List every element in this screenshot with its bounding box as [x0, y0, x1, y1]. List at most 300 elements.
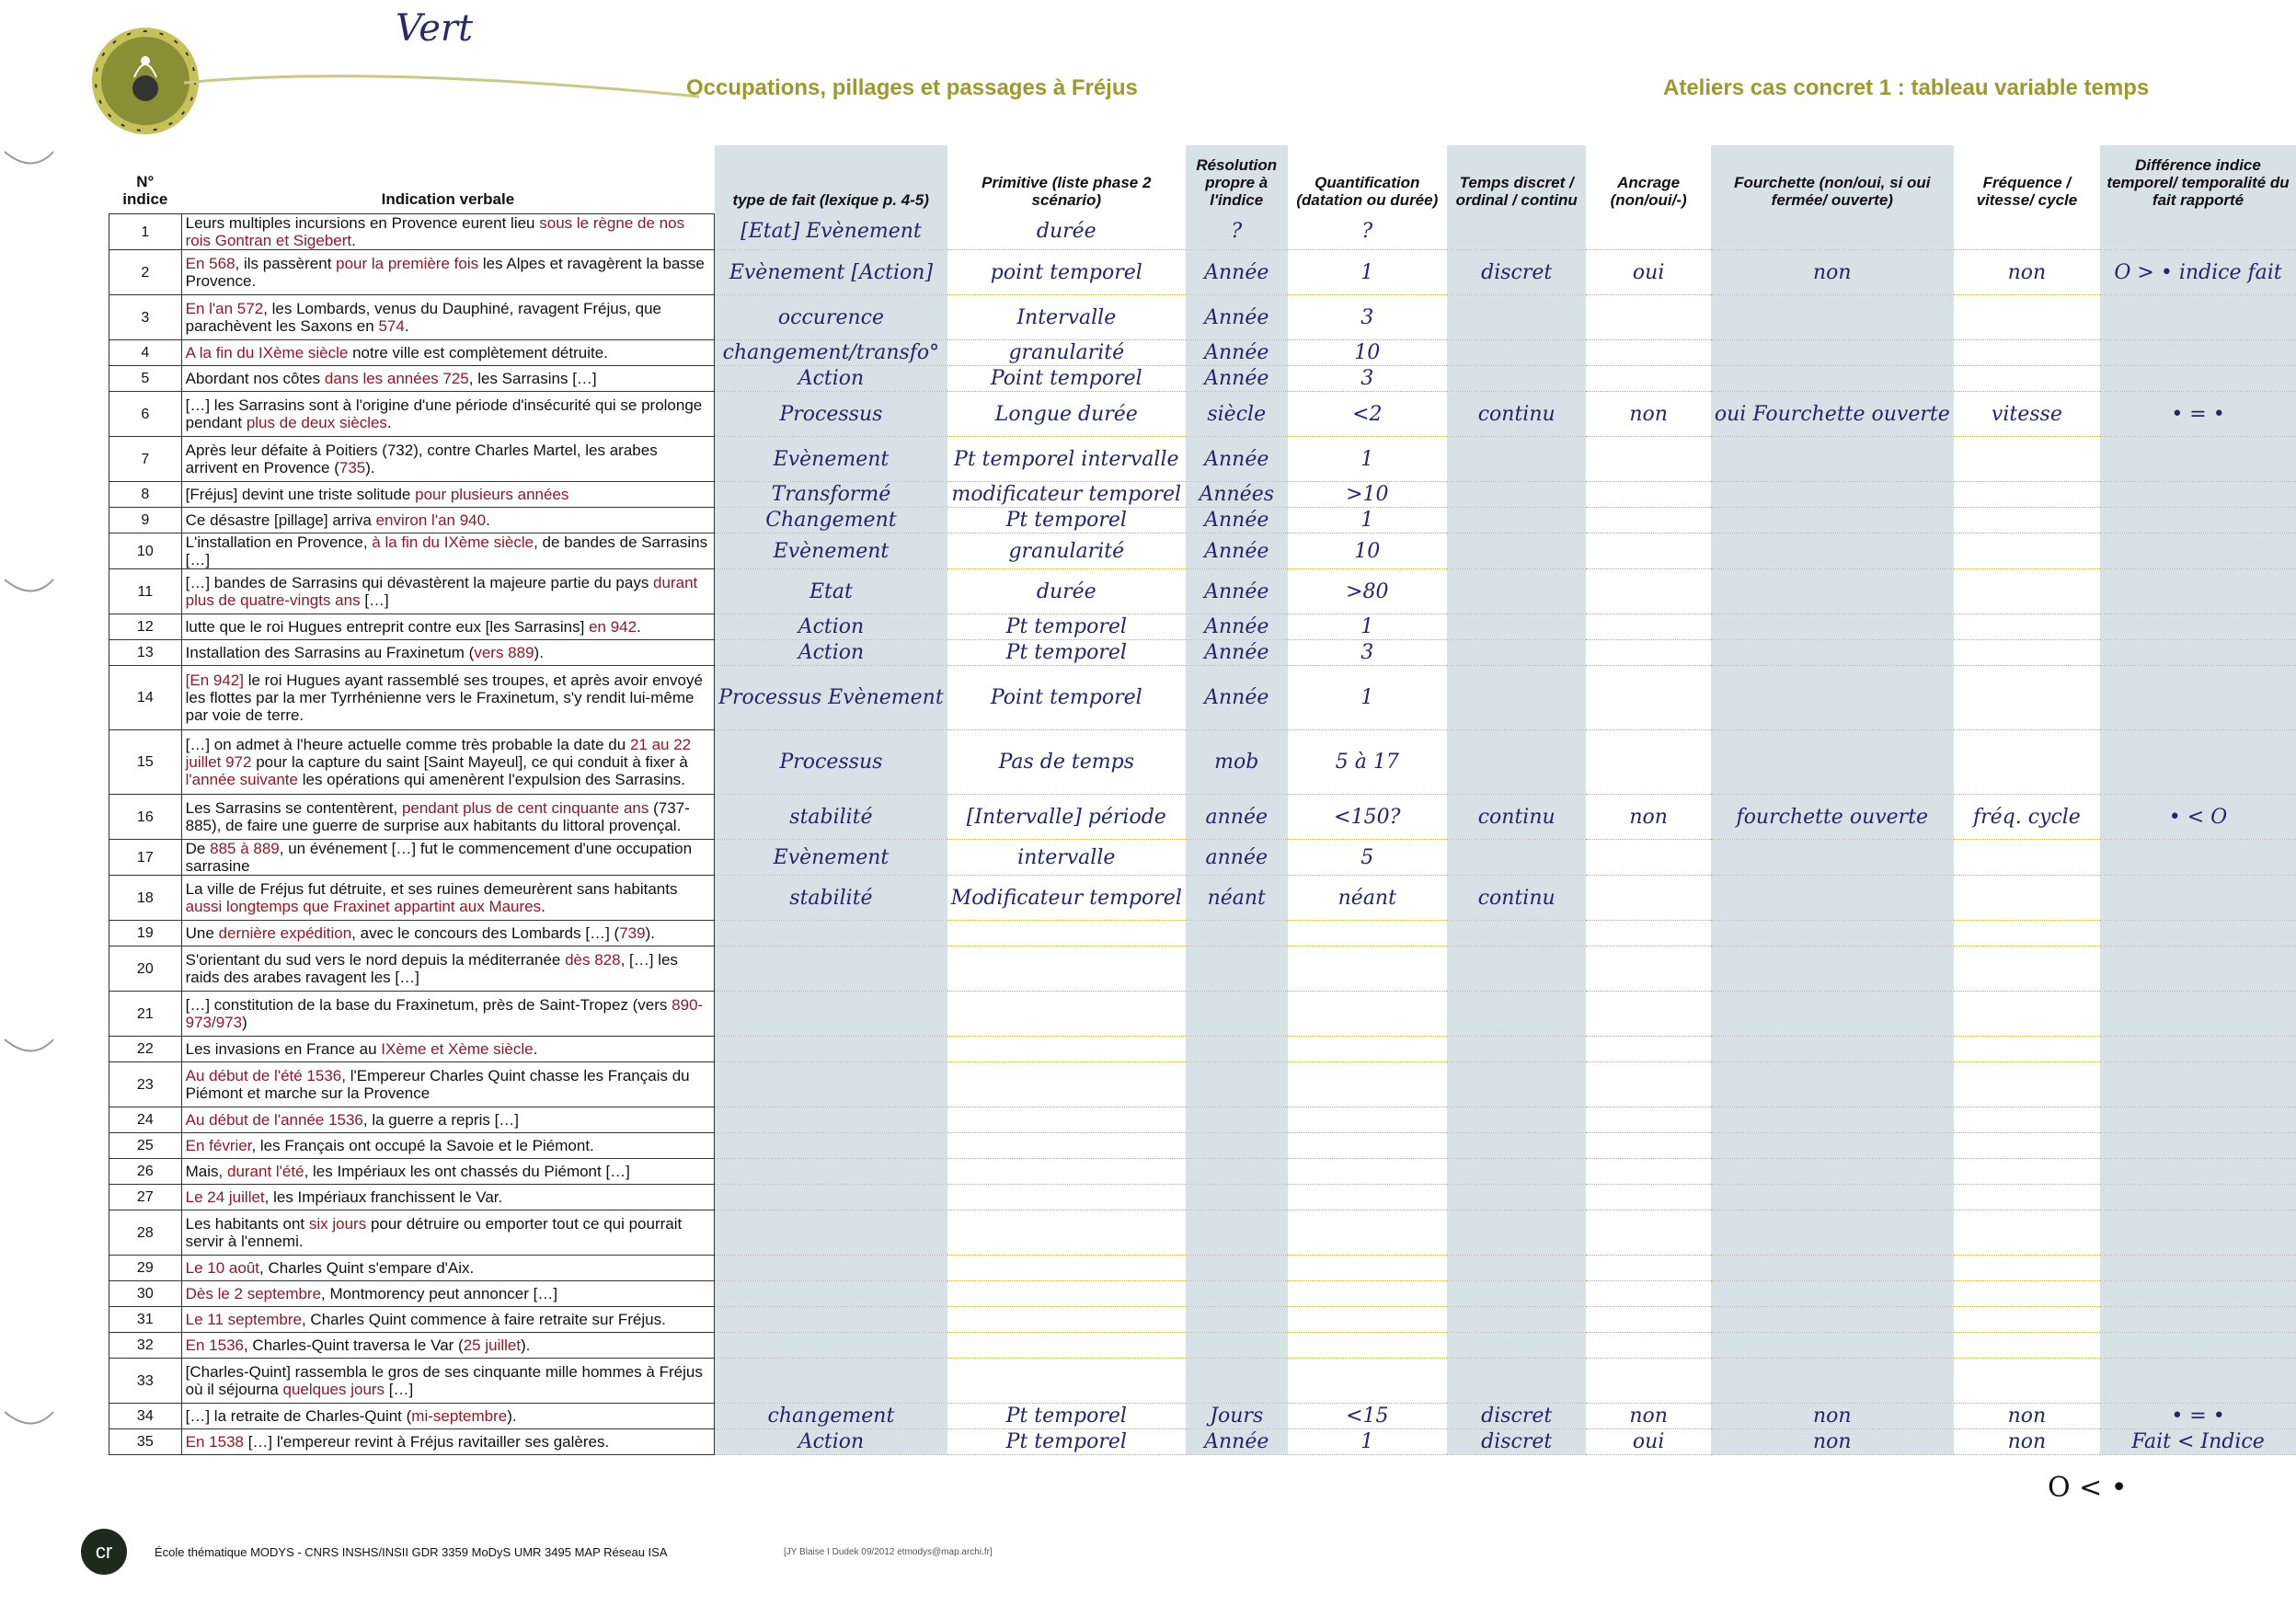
handwritten-answer	[1186, 1159, 1288, 1185]
text-segment: [Charles-Quint] rassembla le gros de ses cinquante mille hommes à Fréjus où il séjourna	[185, 1363, 703, 1398]
handwritten-answer: Année	[1186, 533, 1288, 569]
handwritten-answer: Point temporel	[947, 666, 1186, 730]
handwritten-answer	[1186, 946, 1288, 992]
handwritten-answer	[1711, 1210, 1954, 1256]
handwritten-answer	[1586, 1037, 1710, 1062]
text-segment: , ils passèrent	[235, 255, 337, 272]
temporal-expression: dès 828	[565, 951, 621, 969]
handwritten-answer	[1447, 921, 1586, 946]
handwritten-answer	[1186, 1333, 1288, 1359]
row-number: 1	[109, 214, 182, 250]
verbal-indication	[181, 1133, 715, 1159]
handwritten-answer	[2100, 1159, 2296, 1185]
row-number: 9	[109, 508, 182, 533]
handwritten-answer	[1711, 340, 1954, 366]
handwritten-answer: non	[1954, 1429, 2100, 1455]
handwritten-answer	[1288, 1062, 1447, 1107]
handwritten-answer	[1447, 992, 1586, 1037]
temporal-expression: plus de deux siècles	[246, 414, 387, 431]
verbal-indication	[181, 1185, 715, 1210]
handwritten-answer: oui Fourchette ouverte	[1711, 392, 1954, 437]
table-row	[109, 640, 2296, 666]
temporal-expression: Le 24 juillet	[185, 1188, 265, 1206]
handwritten-answer: Transformé	[715, 482, 947, 508]
handwritten-answer	[947, 1107, 1186, 1133]
handwritten-answer	[947, 1256, 1186, 1281]
handwritten-answer	[1954, 533, 2100, 569]
handwritten-answer	[1447, 366, 1586, 392]
text-segment: Les habitants ont	[185, 1215, 309, 1233]
text-segment: les opérations qui amenèrent l'expulsion des Sarrasins.	[297, 771, 685, 788]
handwritten-answer: changement	[715, 1404, 947, 1429]
handwritten-answer: discret	[1447, 1404, 1586, 1429]
verbal-indication	[181, 366, 715, 392]
handwritten-answer	[2100, 840, 2296, 876]
handwritten-answer	[1447, 1256, 1586, 1281]
handwritten-answer	[1954, 730, 2100, 795]
handwritten-answer: Processus	[715, 730, 947, 795]
handwritten-answer	[1711, 437, 1954, 482]
handwritten-answer	[1586, 1256, 1710, 1281]
handwritten-answer	[1186, 1210, 1288, 1256]
col-header: N° indice	[122, 173, 168, 208]
col-header: Fréquence / vitesse/ cycle	[1976, 173, 2078, 209]
handwritten-answer	[2100, 1210, 2296, 1256]
handwritten-answer	[1447, 1133, 1586, 1159]
handwritten-answer: Pt temporel	[947, 640, 1186, 666]
handwritten-answer: stabilité	[715, 795, 947, 840]
handwritten-answer	[2100, 1256, 2296, 1281]
text-segment: […] on admet à l'heure actuelle comme très probable la date du	[185, 736, 630, 753]
handwritten-answer: occurence	[715, 295, 947, 340]
text-segment: S'orientant du sud vers le nord depuis la méditerranée	[185, 951, 566, 969]
handwritten-answer	[1711, 569, 1954, 614]
text-segment: Mais,	[185, 1163, 227, 1180]
temporal-expression: 885 à 889	[210, 840, 280, 857]
handwritten-answer	[1186, 1256, 1288, 1281]
handwritten-answer	[1586, 1210, 1710, 1256]
handwritten-answer	[1288, 1210, 1447, 1256]
handwritten-answer	[715, 992, 947, 1037]
text-segment: Après leur défaite à Poitiers (732), contre Charles Martel, les arabes arrivent en Provence (	[185, 442, 658, 476]
handwritten-answer: 5	[1288, 840, 1447, 876]
table-row	[109, 1359, 2296, 1404]
handwritten-answer	[1447, 508, 1586, 533]
text-segment: , les Français ont occupé la Savoie et le Piémont.	[251, 1137, 594, 1154]
handwritten-answer: non	[1711, 1404, 1954, 1429]
handwritten-answer	[2100, 946, 2296, 992]
verbal-indication	[181, 1429, 715, 1455]
handwritten-answer: changement/transfo°	[715, 340, 947, 366]
handwritten-answer: mob	[1186, 730, 1288, 795]
temporal-expression: durant l'été	[226, 1163, 304, 1180]
temporal-expression: en 942	[589, 618, 637, 636]
row-number: 7	[109, 437, 182, 482]
handwritten-answer	[1954, 508, 2100, 533]
handwritten-answer	[2100, 1107, 2296, 1133]
handwritten-answer	[1447, 214, 1586, 250]
handwritten-answer	[2100, 1062, 2296, 1107]
handwritten-answer: discret	[1447, 1429, 1586, 1455]
handwritten-answer	[1288, 1133, 1447, 1159]
text-segment: ).	[645, 924, 655, 942]
verbal-indication	[181, 482, 715, 508]
text-segment: .	[351, 232, 356, 249]
handwritten-answer: Année	[1186, 340, 1288, 366]
handwritten-answer	[1447, 482, 1586, 508]
row-number: 29	[109, 1256, 182, 1281]
handwritten-answer	[947, 1133, 1186, 1159]
handwritten-answer	[1586, 533, 1710, 569]
row-number: 19	[109, 921, 182, 946]
handwritten-answer	[1586, 340, 1710, 366]
table-row	[109, 1185, 2296, 1210]
table-row	[109, 1307, 2296, 1333]
table-row	[109, 1107, 2296, 1133]
handwritten-answer	[1711, 946, 1954, 992]
handwritten-answer: Fait < Indice	[2100, 1429, 2296, 1455]
handwritten-answer: année	[1186, 795, 1288, 840]
handwritten-answer: [Intervalle] période	[947, 795, 1186, 840]
temporal-expression: dernière expédition	[218, 924, 352, 942]
temporal-expression: A la fin du IXème siècle	[185, 344, 349, 361]
handwritten-answer	[1186, 1107, 1288, 1133]
handwritten-answer	[2100, 508, 2296, 533]
temporal-expression: En 1536	[185, 1336, 244, 1354]
handwritten-answer: <15	[1288, 1404, 1447, 1429]
handwritten-answer	[2100, 1133, 2296, 1159]
handwritten-answer	[1954, 214, 2100, 250]
title-right: Ateliers cas concret 1 : tableau variable temps	[1663, 75, 2150, 100]
handwritten-answer	[1954, 640, 2100, 666]
handwritten-answer	[1288, 1107, 1447, 1133]
handwritten-answer: Année	[1186, 508, 1288, 533]
handwritten-answer	[1447, 1107, 1586, 1133]
col-header: Différence indice temporel/ temporalité du fait rapporté	[2100, 145, 2296, 214]
handwritten-answer: Pt temporel intervalle	[947, 437, 1186, 482]
handwritten-answer	[1711, 482, 1954, 508]
handwritten-answer	[1447, 614, 1586, 640]
handwritten-answer: >10	[1288, 482, 1447, 508]
handwritten-answer	[947, 992, 1186, 1037]
handwritten-answer	[947, 1185, 1186, 1210]
table-row	[109, 533, 2296, 569]
row-number: 3	[109, 295, 182, 340]
handwritten-answer	[2100, 614, 2296, 640]
row-number: 27	[109, 1185, 182, 1210]
handwritten-answer	[715, 1062, 947, 1107]
table-row	[109, 340, 2296, 366]
col-header: Quantification (datation ou durée)	[1296, 173, 1439, 209]
row-number: 5	[109, 366, 182, 392]
text-segment: ).	[507, 1407, 517, 1425]
handwritten-answer: <150?	[1288, 795, 1447, 840]
handwritten-answer	[1447, 340, 1586, 366]
text-segment: notre ville est complètement détruite.	[348, 344, 608, 361]
text-segment: , un événement […] fut le commencement d'une occupation sarrasine	[185, 840, 693, 875]
handwritten-answer	[1288, 1256, 1447, 1281]
text-segment: […]	[360, 591, 389, 609]
row-number: 18	[109, 876, 182, 921]
row-number: 22	[109, 1037, 182, 1062]
row-number: 11	[109, 569, 182, 614]
handwritten-answer	[715, 946, 947, 992]
table-row	[109, 1404, 2296, 1429]
text-segment: ).	[534, 644, 544, 661]
handwritten-answer	[715, 1037, 947, 1062]
handwritten-answer	[1711, 1359, 1954, 1404]
handwritten-answer	[1447, 840, 1586, 876]
handwritten-answer	[947, 1159, 1186, 1185]
temporal-expression: pour plusieurs années	[415, 486, 569, 503]
handwritten-answer: O > • indice fait	[2100, 250, 2296, 295]
handwritten-answer: Intervalle	[947, 295, 1186, 340]
handwritten-answer: 3	[1288, 366, 1447, 392]
header-row	[109, 145, 2296, 214]
handwritten-answer	[2100, 569, 2296, 614]
table-row	[109, 666, 2296, 730]
handwritten-answer: granularité	[947, 533, 1186, 569]
table-row	[109, 482, 2296, 508]
handwritten-answer	[1447, 533, 1586, 569]
handwritten-answer: Action	[715, 1429, 947, 1455]
verbal-indication	[181, 1107, 715, 1133]
handwritten-answer	[1711, 1062, 1954, 1107]
table-row	[109, 1281, 2296, 1307]
handwritten-answer: oui	[1586, 1429, 1710, 1455]
handwritten-answer: Année	[1186, 295, 1288, 340]
temporal-expression: Dès le 2 septembre	[185, 1285, 322, 1302]
verbal-indication	[181, 508, 715, 533]
handwritten-answer	[1586, 946, 1710, 992]
text-segment: […]	[385, 1381, 414, 1398]
table-row	[109, 214, 2296, 250]
handwritten-answer: Processus	[715, 392, 947, 437]
handwritten-answer	[2100, 295, 2296, 340]
handwritten-answer	[947, 1210, 1186, 1256]
table-row	[109, 730, 2296, 795]
handwritten-answer	[1711, 1159, 1954, 1185]
handwritten-answer	[1711, 533, 1954, 569]
handwritten-answer	[947, 921, 1186, 946]
table-body	[109, 214, 2296, 1455]
table-row	[109, 508, 2296, 533]
verbal-indication	[181, 614, 715, 640]
handwritten-answer: <2	[1288, 392, 1447, 437]
verbal-indication	[181, 840, 715, 876]
row-number: 34	[109, 1404, 182, 1429]
table-row	[109, 795, 2296, 840]
handwritten-answer	[715, 921, 947, 946]
handwritten-answer	[1288, 1333, 1447, 1359]
row-number: 24	[109, 1107, 182, 1133]
temporal-expression: environ l'an 940	[375, 511, 487, 529]
verbal-indication	[181, 214, 715, 250]
handwritten-answer	[2100, 666, 2296, 730]
temporal-expression: mi-septembre	[411, 1407, 508, 1425]
text-segment: , les Impériaux les ont chassés du Piémont […]	[304, 1163, 630, 1180]
handwritten-answer	[947, 1333, 1186, 1359]
handwritten-answer	[2100, 1333, 2296, 1359]
table-row	[109, 1429, 2296, 1455]
text-segment: Une	[185, 924, 219, 942]
text-segment: ).	[521, 1336, 531, 1354]
handwritten-answer: ?	[1288, 214, 1447, 250]
handwritten-answer	[1586, 1107, 1710, 1133]
handwritten-answer	[1186, 1359, 1288, 1404]
handwritten-answer: siècle	[1186, 392, 1288, 437]
handwritten-answer	[1186, 1133, 1288, 1159]
handwritten-answer: Année	[1186, 1429, 1288, 1455]
handwritten-answer	[1711, 366, 1954, 392]
handwritten-answer: modificateur temporel	[947, 482, 1186, 508]
table-row	[109, 1037, 2296, 1062]
temporal-expression: dans les années 725	[324, 370, 469, 387]
verbal-indication	[181, 340, 715, 366]
verbal-indication	[181, 1037, 715, 1062]
table-row	[109, 921, 2296, 946]
handwritten-answer	[1586, 614, 1710, 640]
footer-school: École thématique MODYS - CNRS INSHS/INSII GDR 3359 MoDyS UMR 3495 MAP Réseau ISA	[155, 1545, 668, 1559]
temporal-expression: vers 889	[474, 644, 534, 661]
temporal-expression: quelques jours	[282, 1381, 385, 1398]
row-number: 30	[109, 1281, 182, 1307]
handwritten-answer	[1954, 1359, 2100, 1404]
handwritten-answer: non	[1954, 1404, 2100, 1429]
text-segment: […] constitution de la base du Fraxinetum, près de Saint-Tropez (vers	[185, 996, 672, 1014]
verbal-indication	[181, 1256, 715, 1281]
handwritten-answer: continu	[1447, 392, 1586, 437]
table-row	[109, 437, 2296, 482]
temporal-expression: Le 10 août	[185, 1259, 259, 1277]
handwritten-answer	[1954, 946, 2100, 992]
handwritten-answer: néant	[1186, 876, 1288, 921]
text-segment: .	[404, 317, 409, 335]
handwritten-answer	[1447, 666, 1586, 730]
handwritten-answer: • = •	[2100, 1404, 2296, 1429]
table-row	[109, 946, 2296, 992]
handwritten-answer	[1288, 1185, 1447, 1210]
text-segment: La ville de Fréjus fut détruite, et ses ruines demeurèrent sans habitants	[185, 880, 678, 898]
handwritten-answer	[1954, 1159, 2100, 1185]
handwritten-answer	[1586, 1359, 1710, 1404]
handwritten-answer	[1711, 1307, 1954, 1333]
handwritten-answer	[1447, 1062, 1586, 1107]
scribble-note: Vert	[396, 7, 474, 50]
table-row	[109, 392, 2296, 437]
verbal-indication	[181, 1359, 715, 1404]
temporal-expression: pendant plus de cent cinquante ans	[401, 799, 649, 817]
handwritten-answer: Pas de temps	[947, 730, 1186, 795]
handwritten-answer	[1186, 921, 1288, 946]
handwritten-answer	[2100, 482, 2296, 508]
handwritten-answer	[2100, 992, 2296, 1037]
handwritten-answer: Année	[1186, 569, 1288, 614]
text-segment: , […] les raids des arabes ravagent les […]	[185, 951, 678, 986]
handwritten-answer	[715, 1133, 947, 1159]
text-segment: Abordant nos côtes	[185, 370, 325, 387]
handwritten-answer: 1	[1288, 508, 1447, 533]
handwritten-answer	[1586, 992, 1710, 1037]
handwritten-answer	[1586, 214, 1710, 250]
handwritten-answer	[2100, 437, 2296, 482]
handwritten-answer	[2100, 340, 2296, 366]
handwritten-answer	[1447, 1333, 1586, 1359]
handwritten-answer	[715, 1185, 947, 1210]
handwritten-answer	[1586, 482, 1710, 508]
row-number: 25	[109, 1133, 182, 1159]
handwritten-answer: néant	[1288, 876, 1447, 921]
handwritten-answer	[1586, 876, 1710, 921]
handwritten-answer: fourchette ouverte	[1711, 795, 1954, 840]
handwritten-answer: Année	[1186, 640, 1288, 666]
handwritten-answer	[715, 1307, 947, 1333]
text-segment: les Alpes et ravagèrent la basse Provence.	[185, 255, 705, 290]
handwritten-answer	[1586, 1281, 1710, 1307]
handwritten-answer	[2100, 533, 2296, 569]
header-swoosh	[184, 55, 699, 110]
text-segment: .	[486, 511, 490, 529]
table-row	[109, 992, 2296, 1037]
handwritten-answer	[715, 1281, 947, 1307]
handwritten-answer	[1586, 840, 1710, 876]
text-segment: [Fréjus] devint une triste solitude	[185, 486, 416, 503]
handwritten-answer	[2100, 1307, 2296, 1333]
handwritten-answer	[715, 1256, 947, 1281]
handwritten-answer	[947, 1359, 1186, 1404]
cr-logo: cr	[81, 1529, 127, 1575]
handwritten-answer: Année	[1186, 437, 1288, 482]
temporal-expression: l'année suivante	[185, 771, 298, 788]
handwritten-answer	[1711, 876, 1954, 921]
handwritten-answer: Longue durée	[947, 392, 1186, 437]
row-number: 12	[109, 614, 182, 640]
handwritten-answer: ?	[1186, 214, 1288, 250]
handwritten-answer: 10	[1288, 533, 1447, 569]
row-number: 4	[109, 340, 182, 366]
verbal-indication	[181, 569, 715, 614]
handwritten-answer	[1586, 508, 1710, 533]
handwritten-answer: • < O	[2100, 795, 2296, 840]
table-row	[109, 876, 2296, 921]
handwritten-answer	[1586, 295, 1710, 340]
handwritten-answer: stabilité	[715, 876, 947, 921]
handwritten-answer: >80	[1288, 569, 1447, 614]
row-number: 10	[109, 533, 182, 569]
handwritten-answer	[1447, 1159, 1586, 1185]
handwritten-answer	[1288, 1281, 1447, 1307]
handwritten-answer: 3	[1288, 640, 1447, 666]
handwritten-answer: non	[1586, 795, 1710, 840]
handwritten-answer	[2100, 1037, 2296, 1062]
text-segment: , Charles Quint s'empare d'Aix.	[259, 1259, 475, 1277]
handwritten-answer	[1711, 666, 1954, 730]
temporal-expression: à la fin du IXème siècle	[372, 533, 534, 551]
col-header: Temps discret / ordinal / continu	[1447, 145, 1586, 214]
handwritten-answer: 10	[1288, 340, 1447, 366]
handwritten-answer	[2100, 366, 2296, 392]
text-segment: , de bandes de Sarrasins […]	[185, 533, 708, 568]
handwritten-answer	[1586, 1185, 1710, 1210]
handwritten-answer	[1954, 992, 2100, 1037]
handwritten-answer: 1	[1288, 1429, 1447, 1455]
handwritten-answer	[2100, 921, 2296, 946]
handwritten-answer	[1711, 1037, 1954, 1062]
handwritten-answer: Evènement	[715, 533, 947, 569]
handwritten-answer	[1586, 1307, 1710, 1333]
verbal-indication	[181, 1307, 715, 1333]
text-segment: , les Lombards, venus du Dauphiné, ravagent Fréjus, que parachèvent les Saxons en	[185, 300, 661, 335]
